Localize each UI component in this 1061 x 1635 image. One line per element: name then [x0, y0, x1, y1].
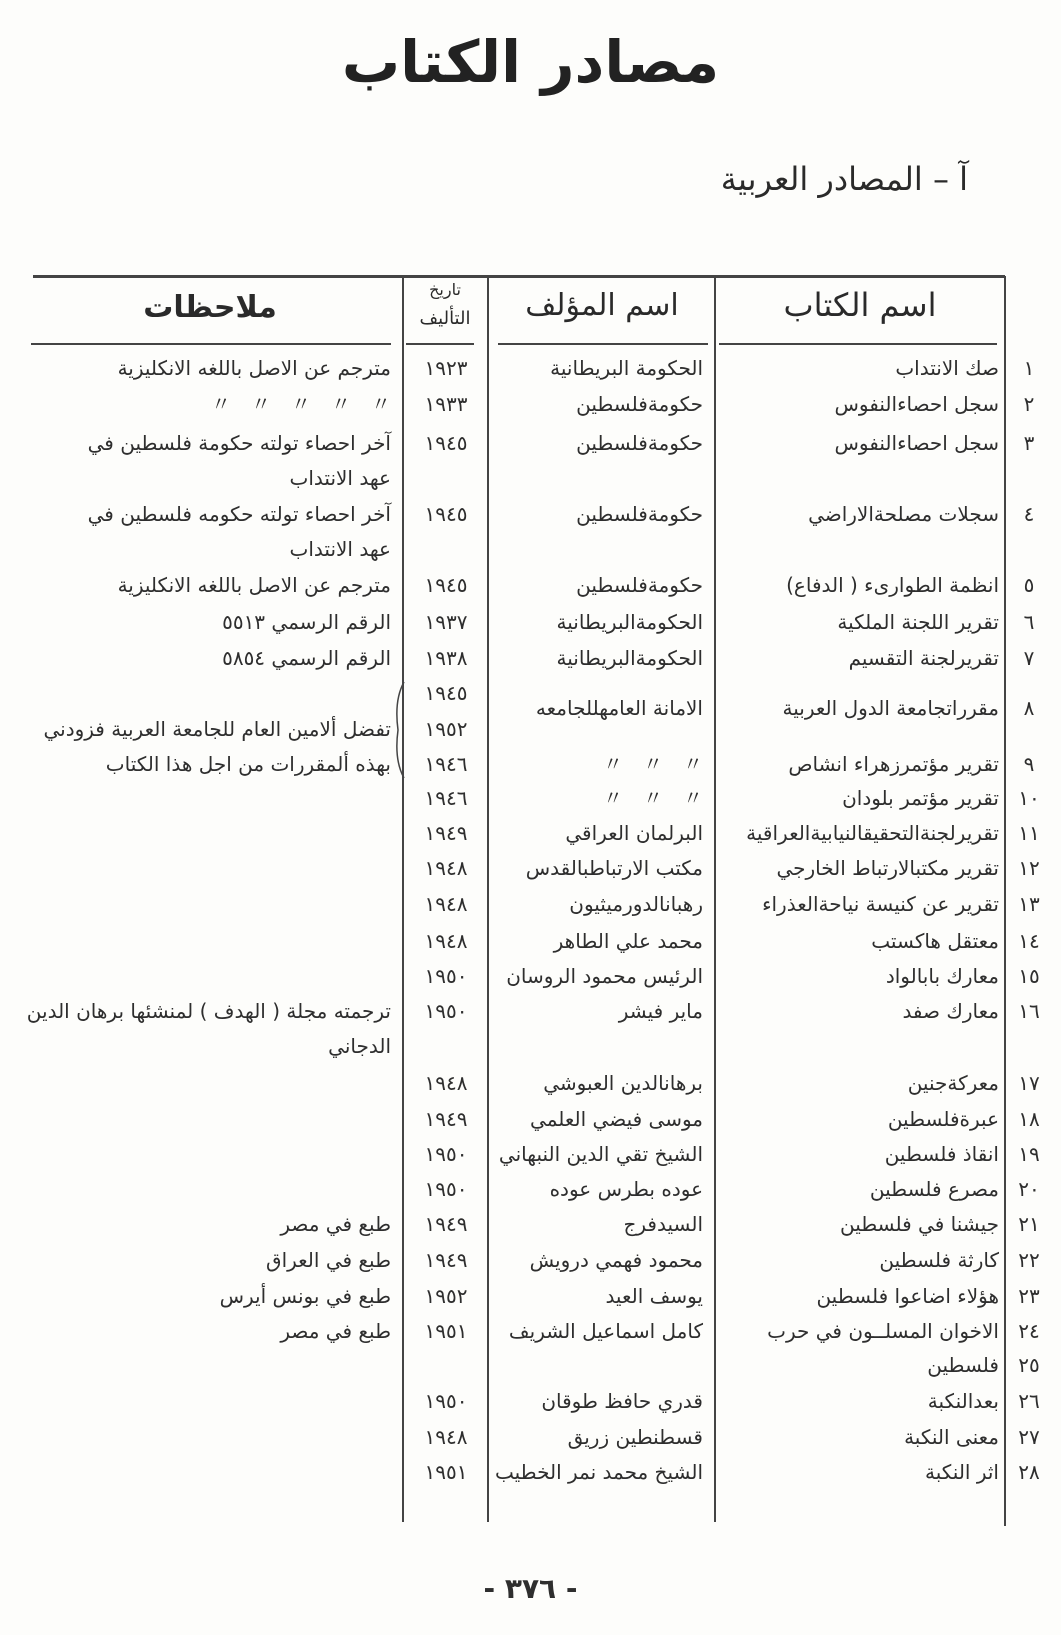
row-note: مترجم عن الاصل باللغه الانكليزية — [117, 356, 391, 380]
row-number: ١١ — [1018, 821, 1040, 845]
header-notes: ملاحظات — [143, 290, 277, 325]
publication-year: ١٩٤٨ — [424, 856, 468, 880]
book-title: معنى النكبة — [904, 1425, 999, 1449]
row-note: تفضل ألامين العام للجامعة العربية فزودني — [43, 717, 391, 741]
book-title: تقريرلجنة التقسيم — [848, 646, 999, 670]
row-number: ١٦ — [1018, 999, 1040, 1023]
book-title: تقريرلجنةالتحقيقالنيابيةالعراقية — [746, 821, 999, 845]
publication-year: ١٩٤٨ — [424, 1071, 468, 1095]
book-author: حكومةفلسطين — [576, 431, 703, 455]
column-divider — [714, 276, 716, 1522]
row-note: طبع في مصر — [280, 1319, 391, 1343]
publication-year: ١٩٤٨ — [424, 929, 468, 953]
book-title: انظمة الطوارىء ( الدفاع) — [786, 573, 999, 597]
publication-year: ١٩٥١ — [424, 1460, 468, 1484]
section-heading: آ – المصادر العربية — [720, 160, 968, 198]
book-title: اثر النكبة — [924, 1460, 999, 1484]
row-number: ٨ — [1023, 696, 1035, 720]
row-number: ٩ — [1023, 752, 1035, 776]
book-author: 〃 〃 〃 — [603, 752, 703, 776]
column-divider — [487, 276, 489, 1522]
book-title: سجل احصاءالنفوس — [834, 392, 999, 416]
row-number: ٢٤ — [1018, 1319, 1040, 1343]
header-rule-year — [406, 343, 474, 345]
row-number: ٢٦ — [1018, 1389, 1040, 1413]
row-note: 〃 〃 〃 〃 〃 — [211, 392, 391, 416]
book-title: معارك بابالواد — [885, 964, 999, 988]
row-number: ١٠ — [1018, 786, 1040, 810]
header-year-line1: تاريخ — [429, 280, 461, 299]
book-author: عوده بطرس عوده — [549, 1177, 703, 1201]
row-note: مترجم عن الاصل باللغه الانكليزية — [117, 573, 391, 597]
publication-year: ١٩٥٠ — [424, 1142, 468, 1166]
book-title: تقرير مكتبالارتباط الخارجي — [776, 856, 999, 880]
header-rule-notes — [31, 343, 391, 345]
publication-year: ١٩٣٧ — [424, 610, 468, 634]
header-rule-book — [719, 343, 997, 345]
publication-year: ١٩٥٠ — [424, 964, 468, 988]
book-title: فلسطين — [927, 1353, 999, 1377]
page-title: مصادر الكتاب — [341, 28, 720, 96]
book-title: عبرةفلسطين — [887, 1107, 999, 1131]
row-number: ٣ — [1023, 431, 1035, 455]
publication-year: ١٩٤٩ — [424, 1212, 468, 1236]
publication-year: ١٩٣٨ — [424, 646, 468, 670]
book-author: رهبانالدورميثيون — [569, 892, 703, 916]
row-note: طبع في بونس أيرس — [219, 1284, 391, 1308]
publication-year: ١٩٣٣ — [424, 392, 468, 416]
column-divider — [1004, 276, 1006, 1526]
row-number: ١٧ — [1018, 1071, 1040, 1095]
book-author: موسى فيضي العلمي — [530, 1107, 703, 1131]
publication-year: ١٩٤٨ — [424, 1425, 468, 1449]
book-title: سجل احصاءالنفوس — [834, 431, 999, 455]
book-author: الرئيس محمود الروسان — [506, 964, 703, 988]
publication-year: ١٩٤٥ — [424, 681, 468, 705]
publication-year: ١٩٤٩ — [424, 1248, 468, 1272]
book-title: الاخوان المسلــون في حرب — [767, 1319, 999, 1343]
book-title: بعدالنكبة — [927, 1389, 999, 1413]
book-author: 〃 〃 〃 — [603, 786, 703, 810]
book-author: محمود فهمي درويش — [529, 1248, 703, 1272]
book-author: برهانالدين العبوشي — [543, 1071, 703, 1095]
header-book-name: اسم الكتاب — [783, 286, 937, 324]
publication-year: ١٩٥٠ — [424, 1177, 468, 1201]
page-number: - ٣٧٦ - — [483, 1572, 578, 1605]
header-rule-author — [498, 343, 708, 345]
publication-year: ١٩٢٣ — [424, 356, 468, 380]
book-title: صك الانتداب — [895, 356, 999, 380]
book-title: انقاذ فلسطين — [884, 1142, 999, 1166]
publication-year: ١٩٤٥ — [424, 431, 468, 455]
book-author: ماير فيشر — [618, 999, 703, 1023]
book-title: تقرير مؤتمر بلودان — [842, 786, 999, 810]
brace-mark — [392, 680, 406, 780]
publication-year: ١٩٤٥ — [424, 502, 468, 526]
publication-year: ١٩٥١ — [424, 1319, 468, 1343]
row-note: آخر احصاء تولته حكومة فلسطين في — [87, 431, 391, 455]
book-title: جيشنا في فلسطين — [839, 1212, 999, 1236]
book-author: الحكومةالبريطانية — [556, 610, 703, 634]
row-number: ١٨ — [1018, 1107, 1040, 1131]
book-author: قدري حافظ طوقان — [541, 1389, 703, 1413]
publication-year: ١٩٥٠ — [424, 999, 468, 1023]
publication-year: ١٩٤٨ — [424, 892, 468, 916]
book-title: تقرير عن كنيسة نياحةالعذراء — [762, 892, 999, 916]
publication-year: ١٩٤٥ — [424, 573, 468, 597]
book-author: الشيخ محمد نمر الخطيب — [495, 1460, 703, 1484]
row-number: ٥ — [1023, 573, 1035, 597]
row-number: ١٣ — [1018, 892, 1040, 916]
row-number: ٢٠ — [1018, 1177, 1040, 1201]
publication-year: ١٩٥٢ — [424, 717, 468, 741]
row-note: الدجاني — [328, 1034, 391, 1058]
book-title: مصرع فلسطين — [869, 1177, 999, 1201]
book-title: كارثة فلسطين — [879, 1248, 999, 1272]
publication-year: ١٩٤٩ — [424, 1107, 468, 1131]
row-number: ٧ — [1023, 646, 1035, 670]
book-title: هؤلاء اضاعوا فلسطين — [816, 1284, 999, 1308]
row-number: ٦ — [1023, 610, 1035, 634]
row-number: ٢٥ — [1018, 1353, 1040, 1377]
book-author: الشيخ تقي الدين النبهاني — [498, 1142, 703, 1166]
column-divider — [402, 276, 404, 1522]
row-number: ٢ — [1023, 392, 1035, 416]
row-number: ١٢ — [1018, 856, 1040, 880]
row-number: ١٤ — [1018, 929, 1040, 953]
row-note: آخر احصاء تولته حكومه فلسطين في — [87, 502, 391, 526]
book-author: قسطنطين زريق — [567, 1425, 703, 1449]
book-title: معتقل هاكستب — [871, 929, 999, 953]
book-title: سجلات مصلحةالاراضي — [808, 502, 999, 526]
book-title: تقرير اللجنة الملكية — [837, 610, 999, 634]
book-title: معارك صفد — [902, 999, 999, 1023]
row-number: ٢٨ — [1018, 1460, 1040, 1484]
row-number: ٢٧ — [1018, 1425, 1040, 1449]
publication-year: ١٩٤٦ — [424, 786, 468, 810]
book-title: معركةجنين — [907, 1071, 999, 1095]
book-author: حكومةفلسطين — [576, 573, 703, 597]
row-number: ٤ — [1023, 502, 1035, 526]
publication-year: ١٩٥٢ — [424, 1284, 468, 1308]
row-note: ترجمته مجلة ( الهدف ) لمنشئها برهان الدين — [26, 999, 391, 1023]
row-number: ٢١ — [1018, 1212, 1040, 1236]
book-author: حكومةفلسطين — [576, 502, 703, 526]
book-author: الامانة العامهللجامعه — [535, 696, 703, 720]
row-number: ١٥ — [1018, 964, 1040, 988]
publication-year: ١٩٤٦ — [424, 752, 468, 776]
row-note: الرقم الرسمي ٥٨٥٤ — [222, 646, 391, 670]
row-number: ٢٣ — [1018, 1284, 1040, 1308]
row-number: ١ — [1023, 356, 1035, 380]
table-top-rule — [33, 275, 1005, 278]
publication-year: ١٩٥٠ — [424, 1389, 468, 1413]
book-author: حكومةفلسطين — [576, 392, 703, 416]
book-author: البرلمان العراقي — [565, 821, 703, 845]
book-author: الحكومةالبريطانية — [556, 646, 703, 670]
book-title: مقرراتجامعة الدول العربية — [782, 696, 999, 720]
row-note: طبع في مصر — [280, 1212, 391, 1236]
header-author-name: اسم المؤلف — [525, 288, 679, 323]
row-note: عهد الانتداب — [289, 537, 391, 561]
row-note: طبع في العراق — [266, 1248, 391, 1272]
header-year-line2: التأليف — [419, 308, 471, 329]
book-author: السيدفرج — [623, 1212, 703, 1236]
row-number: ١٩ — [1018, 1142, 1040, 1166]
row-note: عهد الانتداب — [289, 466, 391, 490]
book-author: محمد علي الطاهر — [553, 929, 703, 953]
book-author: كامل اسماعيل الشريف — [508, 1319, 703, 1343]
book-author: يوسف العيد — [605, 1284, 703, 1308]
book-author: مكتب الارتباطبالقدس — [525, 856, 703, 880]
book-author: الحكومة البريطانية — [550, 356, 703, 380]
row-note: بهذه ألمقررات من اجل هذا الكتاب — [105, 752, 391, 776]
row-note: الرقم الرسمي ٥٥١٣ — [222, 610, 391, 634]
book-title: تقرير مؤتمرزهراء انشاص — [788, 752, 999, 776]
row-number: ٢٢ — [1018, 1248, 1040, 1272]
publication-year: ١٩٤٩ — [424, 821, 468, 845]
